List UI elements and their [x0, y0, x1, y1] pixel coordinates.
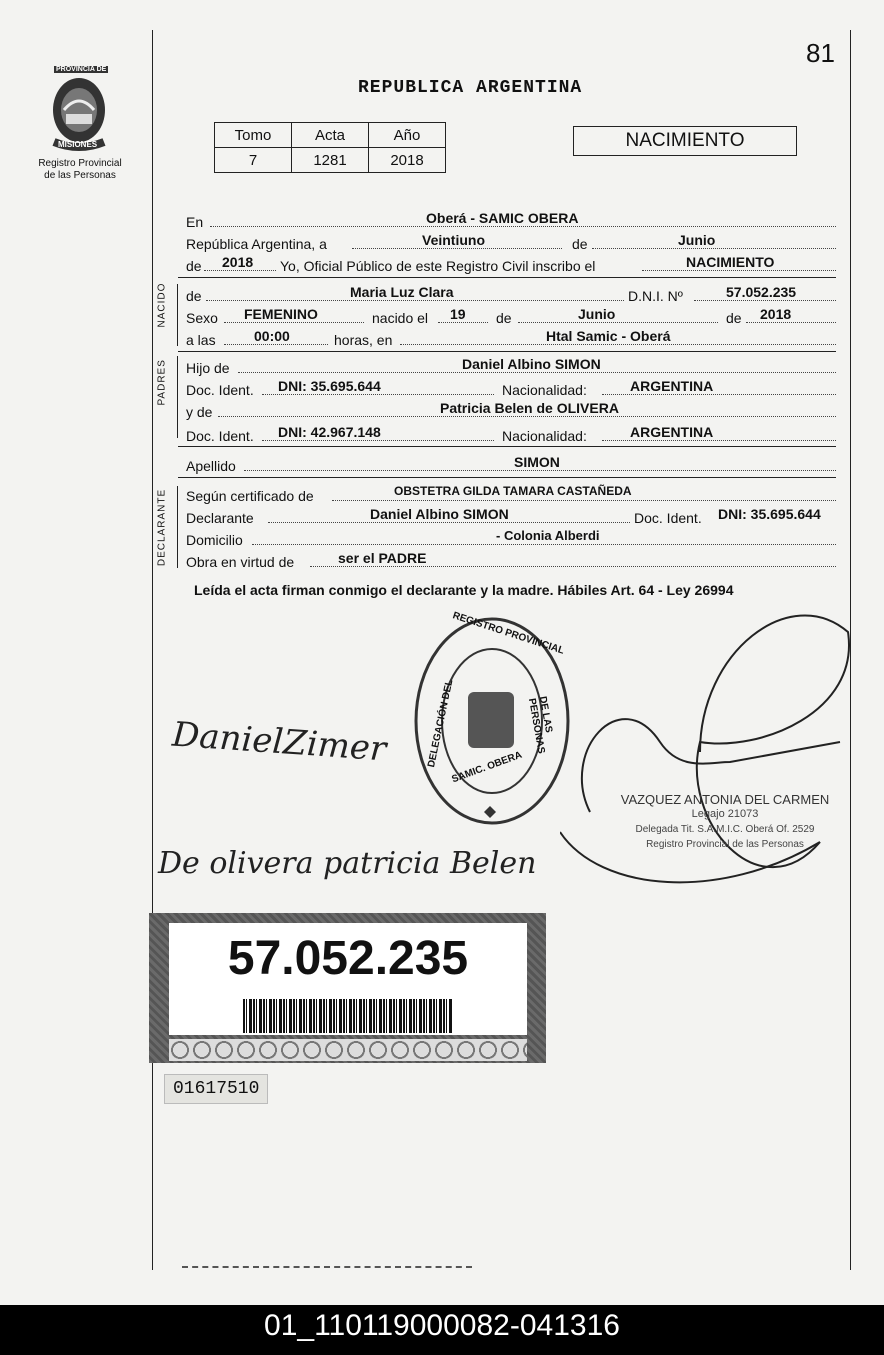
label-nacido-el: nacido el: [372, 310, 429, 326]
label-apellido: Apellido: [186, 458, 236, 474]
row-madre: [186, 402, 836, 420]
side-label-padres: PADRES: [156, 359, 168, 406]
row-certificado: [186, 486, 836, 504]
value-nac-mes: Junio: [578, 306, 616, 322]
seal-ring-right: DE LAS PERSONAS: [525, 695, 554, 755]
side-label-nacido: NACIDO: [156, 282, 168, 328]
registry-caption: [20, 158, 140, 182]
row-obra: [186, 552, 836, 570]
record-table: [214, 122, 446, 173]
row-hora: [186, 330, 836, 348]
value-nombre: Maria Luz Clara: [350, 284, 454, 300]
group-bracket: [177, 284, 178, 346]
record-type-box: NACIMIENTO: [573, 126, 797, 156]
dni-barcode: [243, 999, 453, 1033]
side-label-declarante: DECLARANTE: [156, 488, 168, 567]
official-registro: Registro Provincial de las Personas: [646, 839, 804, 850]
row-domicilio: [186, 530, 836, 548]
table-header: Tomo: [215, 123, 292, 148]
row-padre: [186, 358, 836, 376]
divider: [178, 477, 836, 478]
divider: [178, 277, 836, 278]
value-nac-dia: 19: [450, 306, 466, 322]
label-de-anio: de: [186, 258, 202, 274]
label-de: de: [572, 236, 588, 252]
label-de-nombre: de: [186, 288, 202, 304]
label-dni: D.N.I. Nº: [628, 288, 683, 304]
value-madre-nac: ARGENTINA: [630, 424, 714, 440]
row-declarante: [186, 508, 836, 526]
value-padre-doc: DNI: 35.695.644: [278, 378, 381, 394]
value-declarante-doc: DNI: 35.695.644: [718, 506, 821, 522]
registry-seal-stamp: [412, 610, 572, 828]
serial-number: 01617510: [164, 1074, 268, 1104]
label-de-mes: de: [496, 310, 512, 326]
footer-id: 01_110119000082-041316: [264, 1309, 620, 1342]
country-title: REPUBLICA ARGENTINA: [358, 78, 583, 98]
registry-line-1: Registro Provincial: [38, 158, 122, 169]
label-hijo-de: Hijo de: [186, 360, 230, 376]
page-number: 81: [806, 38, 835, 68]
label-segun: Según certificado de: [186, 488, 314, 504]
logo-bottom-text: MISIONES: [58, 140, 98, 149]
label-doc-padre: Doc. Ident.: [186, 382, 254, 398]
label-domicilio: Domicilio: [186, 532, 243, 548]
label-horas-en: horas, en: [334, 332, 393, 348]
value-anio: 2018: [222, 254, 254, 270]
official-name: VAZQUEZ ANTONIA DEL CARMEN: [620, 792, 830, 807]
left-margin-line: [152, 30, 153, 1270]
value-dia-letras: Veintiuno: [422, 232, 485, 248]
dni-label-pattern: [169, 1039, 527, 1061]
label-declarante: Declarante: [186, 510, 254, 526]
table-header: Acta: [292, 123, 369, 148]
seal-inner: SAMIC. OBERA: [450, 749, 524, 786]
seal-ring-top: REGISTRO PROVINCIAL: [451, 610, 566, 657]
value-apellido: SIMON: [514, 454, 560, 470]
official-delegada: Delegada Tit. S.A.M.I.C. Oberá Of. 2529: [635, 824, 815, 835]
dni-label-panel: [169, 923, 527, 1035]
label-y-de: y de: [186, 404, 213, 420]
label-nac-madre: Nacionalidad:: [502, 428, 587, 444]
label-republica: República Argentina, a: [186, 236, 327, 252]
table-cell: 1281: [292, 148, 369, 173]
label-inscribo: Yo, Oficial Público de este Registro Civil inscribo el: [280, 258, 596, 274]
cut-off-text-line: [182, 1266, 472, 1268]
label-sexo: Sexo: [186, 310, 218, 326]
divider: [178, 351, 836, 352]
value-domicilio: - Colonia Alberdi: [496, 528, 600, 543]
divider: [178, 446, 836, 447]
value-obra: ser el PADRE: [338, 550, 427, 566]
label-doc-declarante: Doc. Ident.: [634, 510, 702, 526]
value-lugar: Oberá - SAMIC OBERA: [426, 210, 579, 226]
official-legajo: Legajo 21073: [691, 808, 759, 820]
footer-bar: [0, 1305, 884, 1355]
value-acto: NACIMIENTO: [686, 254, 775, 270]
table-header: Año: [369, 123, 446, 148]
row-fecha: [186, 234, 836, 252]
right-margin-line: [850, 30, 851, 1270]
value-lugar-nac: Htal Samic - Oberá: [546, 328, 671, 344]
father-signature: DanielZimer: [170, 714, 388, 770]
label-las: a las: [186, 332, 216, 348]
value-sexo: FEMENINO: [244, 306, 318, 322]
label-nac-padre: Nacionalidad:: [502, 382, 587, 398]
registry-line-2: de las Personas: [44, 170, 116, 181]
label-en: En: [186, 214, 204, 230]
table-cell: 7: [215, 148, 292, 173]
value-padre-nac: ARGENTINA: [630, 378, 714, 394]
table-cell: 2018: [369, 148, 446, 173]
value-hora: 00:00: [254, 328, 290, 344]
value-madre-doc: DNI: 42.967.148: [278, 424, 381, 440]
row-anio: [186, 256, 836, 274]
value-certificado: OBSTETRA GILDA TAMARA CASTAÑEDA: [394, 484, 632, 498]
value-mes-letras: Junio: [678, 232, 716, 248]
row-sexo: [186, 308, 836, 326]
mother-signature: De olivera patricia Belen: [158, 846, 537, 881]
closing-text: Leída el acta firman conmigo el declarante y la madre. Hábiles Art. 64 - Ley 26994: [194, 582, 734, 598]
label-doc-madre: Doc. Ident.: [186, 428, 254, 444]
misiones-crest-logo: [40, 66, 118, 152]
label-obra: Obra en virtud de: [186, 554, 295, 570]
label-de-anio-nac: de: [726, 310, 742, 326]
group-bracket: [177, 356, 178, 438]
row-nombre: [186, 286, 836, 304]
value-padre: Daniel Albino SIMON: [462, 356, 601, 372]
value-declarante: Daniel Albino SIMON: [370, 506, 509, 522]
dni-label-sticker: [149, 913, 546, 1063]
row-madre-doc: [186, 426, 836, 444]
dni-label-number: 57.052.235: [227, 932, 469, 985]
group-bracket: [177, 486, 178, 568]
row-padre-doc: [186, 380, 836, 398]
value-madre: Patricia Belen de OLIVERA: [440, 400, 619, 416]
seal-ring-left: DELEGACIÓN DEL: [426, 678, 456, 769]
row-lugar: [186, 212, 836, 230]
value-nac-anio: 2018: [760, 306, 792, 322]
logo-top-text: PROVINCIA DE: [56, 66, 107, 73]
official-stamp-text: [610, 792, 840, 852]
value-dni: 57.052.235: [726, 284, 797, 300]
row-apellido: [186, 456, 836, 474]
